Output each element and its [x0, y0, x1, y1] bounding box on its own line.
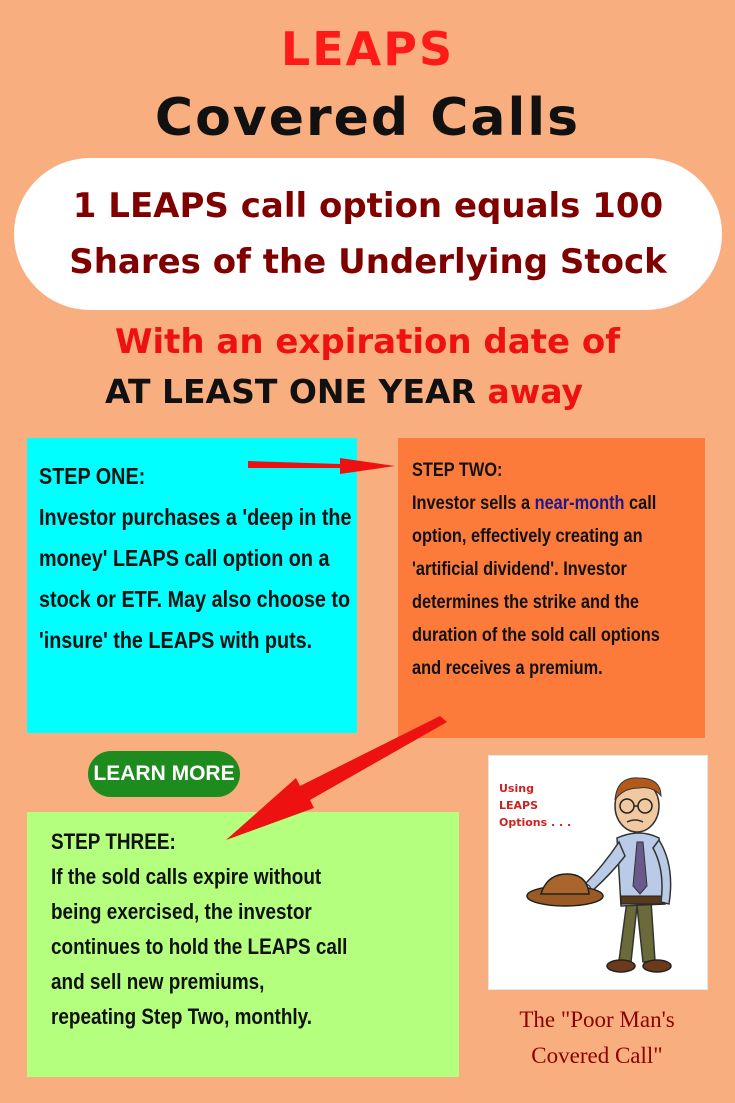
step-three-line: repeating Step Two, monthly.	[51, 1004, 313, 1029]
caption-line-2: Covered Call"	[531, 1043, 663, 1068]
card-line: LEAPS	[499, 799, 539, 812]
step-three-line: continues to hold the LEAPS call	[51, 934, 348, 959]
cartoon-man-icon	[519, 766, 704, 986]
step-three-line: and sell new premiums,	[51, 969, 265, 994]
step-one-heading: STEP ONE:	[39, 463, 146, 489]
red-arrow-right-icon	[248, 458, 395, 474]
step-three-line: If the sold calls expire without	[51, 864, 322, 889]
step-one-line: Investor purchases a 'deep in the	[39, 504, 352, 530]
step-two-heading: STEP TWO:	[412, 460, 503, 481]
near-month-highlight: near-month	[534, 493, 625, 514]
step-two-line: option, effectively creating an	[412, 526, 643, 547]
step-two-line: determines the strike and the	[412, 592, 640, 613]
step-two-line: 'artificial dividend'. Investor	[412, 559, 627, 580]
step-two-text: Investor sells a	[412, 493, 535, 514]
card-line: Using	[499, 782, 534, 795]
title-leaps: LEAPS	[280, 22, 455, 76]
card-line: Options . . .	[499, 816, 572, 829]
step-one-line: 'insure' the LEAPS with puts.	[39, 627, 313, 653]
learn-more-button[interactable]: LEARN MORE	[88, 751, 240, 797]
step-two-line: and receives a premium.	[412, 658, 603, 679]
pill-line-1: 1 LEAPS call option equals 100	[72, 186, 664, 226]
step-three-heading: STEP THREE:	[51, 829, 176, 854]
page-title: Covered Calls	[154, 88, 581, 148]
illustration-card	[488, 755, 708, 990]
subtitle-line-1: With an expiration date of	[114, 322, 621, 362]
step-one-line: stock or ETF. May also choose to	[39, 586, 351, 612]
subtitle-accent: away	[487, 372, 583, 411]
caption	[468, 1002, 726, 1074]
step-two-text: call	[624, 493, 657, 514]
subtitle-emphasis: AT LEAST ONE YEAR	[105, 372, 476, 411]
step-two-line: duration of the sold call options	[412, 625, 660, 646]
step-three-line: being exercised, the investor	[51, 899, 312, 924]
step-one-line: money' LEAPS call option on a	[39, 545, 330, 571]
pill-line-2: Shares of the Underlying Stock	[69, 242, 667, 282]
red-arrow-down-left-icon	[226, 716, 447, 840]
caption-line-1: The "Poor Man's	[519, 1007, 675, 1032]
